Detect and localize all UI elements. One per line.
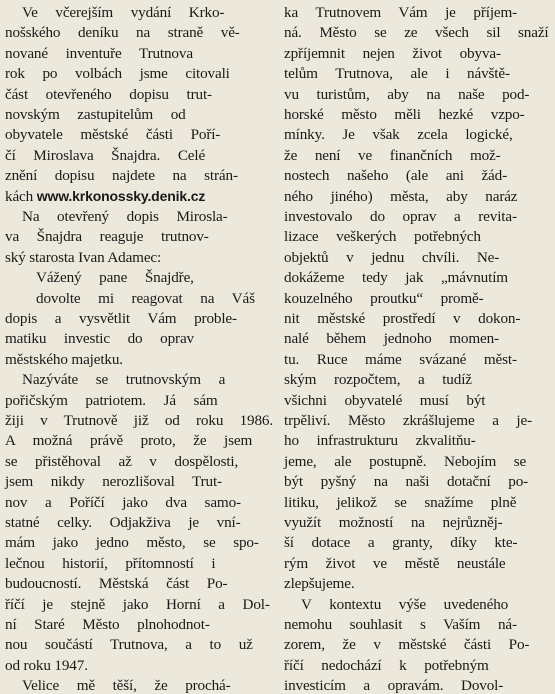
text-line: Velice mě těší, že prochá- <box>22 677 231 694</box>
text-line: že není ve finančních mož- <box>284 146 501 164</box>
text-line: A možná právě proto, že jsem <box>5 432 253 450</box>
text-line: va Šnajdra reaguje trutnov- <box>5 228 209 246</box>
text-line: čí Miroslava Šnajdra. Celé <box>5 146 206 164</box>
text-line: nošského deníku na straně vě- <box>5 24 240 42</box>
text-line: ským rozpočtem, a tudíž <box>284 371 472 389</box>
text-line: pořičským patriotem. Já sám <box>5 391 218 409</box>
text-line: jsem nikdy nerozlišoval Trut- <box>5 473 222 491</box>
text-line: nit městské prostředí v dokon- <box>284 310 521 327</box>
text-line: zorem, že v městské části Po- <box>284 636 530 654</box>
text-line: investovalo do oprav a revita- <box>284 208 517 225</box>
text-line: městského majetku. <box>5 350 123 368</box>
text-line: nované inventuře Trutnova <box>5 44 193 62</box>
text-line: říčí je stejně jako Horní a Dol- <box>5 595 270 613</box>
text-line: Vážený pane Šnajdře, <box>36 269 194 287</box>
text-line: říčí nedochází k potřebným <box>284 656 489 674</box>
text-line: se přistěhoval až v dospělosti, <box>5 452 239 470</box>
text-line: litiku, jelikož se snažíme plně <box>284 493 517 511</box>
text-line: nalé během jednoho momen- <box>284 330 499 348</box>
text-line: část otevřeného dopisu trut- <box>5 85 212 103</box>
text-line: znění dopisu najdete na strán- <box>5 167 238 185</box>
text-line: ka Trutnovem Vám je příjem- <box>284 4 518 21</box>
text-line: zpříjemnit nejen život obyva- <box>284 44 501 62</box>
text-line: investicím a opravám. Dovol- <box>284 677 504 694</box>
text-line: V kontextu výše uvedeného <box>301 595 509 613</box>
text-line: rok po volbách jsme citovali <box>5 65 230 83</box>
text-line <box>5 186 273 208</box>
text-line: nou součástí Trutnova, a to už <box>5 636 253 654</box>
text-line: obyvatele městské části Poří- <box>5 126 221 144</box>
text-line: od roku 1947. <box>5 656 88 674</box>
text-line: Nazýváte se trutnovským a <box>22 371 226 389</box>
text-line: dovolte mi reagovat na Váš <box>36 289 255 307</box>
text-line: ná. Město se ze všech sil snaží <box>284 24 549 42</box>
text-line: být pyšný na naši dotační po- <box>284 473 529 491</box>
text-line: všichni obyvatelé musí být <box>284 391 486 409</box>
text-line: ší dotace a granty, díky kte- <box>284 534 518 552</box>
text-line: nov a Poříčí jako dva samo- <box>5 493 241 511</box>
text-line: využít možností na nejrůzněj- <box>284 514 503 531</box>
text-line: lečnou historií, přítomností i <box>5 554 216 572</box>
text-line: rým život ve městě neustále <box>284 554 506 572</box>
text-line: matiku investic do oprav <box>5 330 194 348</box>
article-column-right <box>284 0 552 694</box>
text-line: tu. Ruce máme svázané měst- <box>284 350 517 368</box>
text-line: novským zastupitelům od <box>5 106 186 123</box>
text-line: horské město měli hezké vzpo- <box>284 106 525 123</box>
text-line: ský starosta Ivan Adamec: <box>5 248 162 266</box>
text-line: ní Staré Město plnohodnot- <box>5 616 210 633</box>
text-line: mínky. Je však zcela logické, <box>284 126 513 144</box>
text-line: objektů v jednu chvíli. Ne- <box>284 248 500 266</box>
text-line-prefix: kách <box>5 187 37 205</box>
text-line: ného jiného) města, aby naráz <box>284 187 518 205</box>
text-line: nostech našeho (ale ani žád- <box>284 167 508 185</box>
text-line: kouzelného proutku“ promě- <box>284 289 484 307</box>
text-line: Na otevřený dopis Miroslа- <box>22 208 228 225</box>
text-line: nemohu souhlasit s Vaším ná- <box>284 616 517 633</box>
text-line: ho infrastrukturu zkvalitňu- <box>284 432 476 450</box>
text-line: budoucností. Městská část Po- <box>5 575 228 593</box>
text-line: dopis a vysvětlit Vám proble- <box>5 310 237 327</box>
text-line: vu turistům, aby na naše pod- <box>284 85 530 103</box>
text-line: telům Trutnova, ale i návště- <box>284 65 510 83</box>
text-line: Ve včerejším vydání Krko- <box>22 4 225 21</box>
text-line: lizace veškerých potřebných <box>284 228 481 246</box>
text-line: žiji v Trutnově již od roku 1986. <box>5 412 273 429</box>
text-line: zlepšujeme. <box>284 575 355 593</box>
text-line: statné celky. Odjakživa je vní- <box>5 514 241 531</box>
text-line: dokážeme tedy jak „mávnutím <box>284 269 508 287</box>
text-line: mám jako jedno město, se spo- <box>5 534 259 552</box>
website-url: www.krkonossky.denik.cz <box>36 187 206 204</box>
text-line: trpěliví. Město zkrášlujeme a je- <box>284 412 532 429</box>
article-column-left <box>5 0 273 694</box>
text-line: jeme, ale postupně. Nebojím se <box>284 452 527 470</box>
